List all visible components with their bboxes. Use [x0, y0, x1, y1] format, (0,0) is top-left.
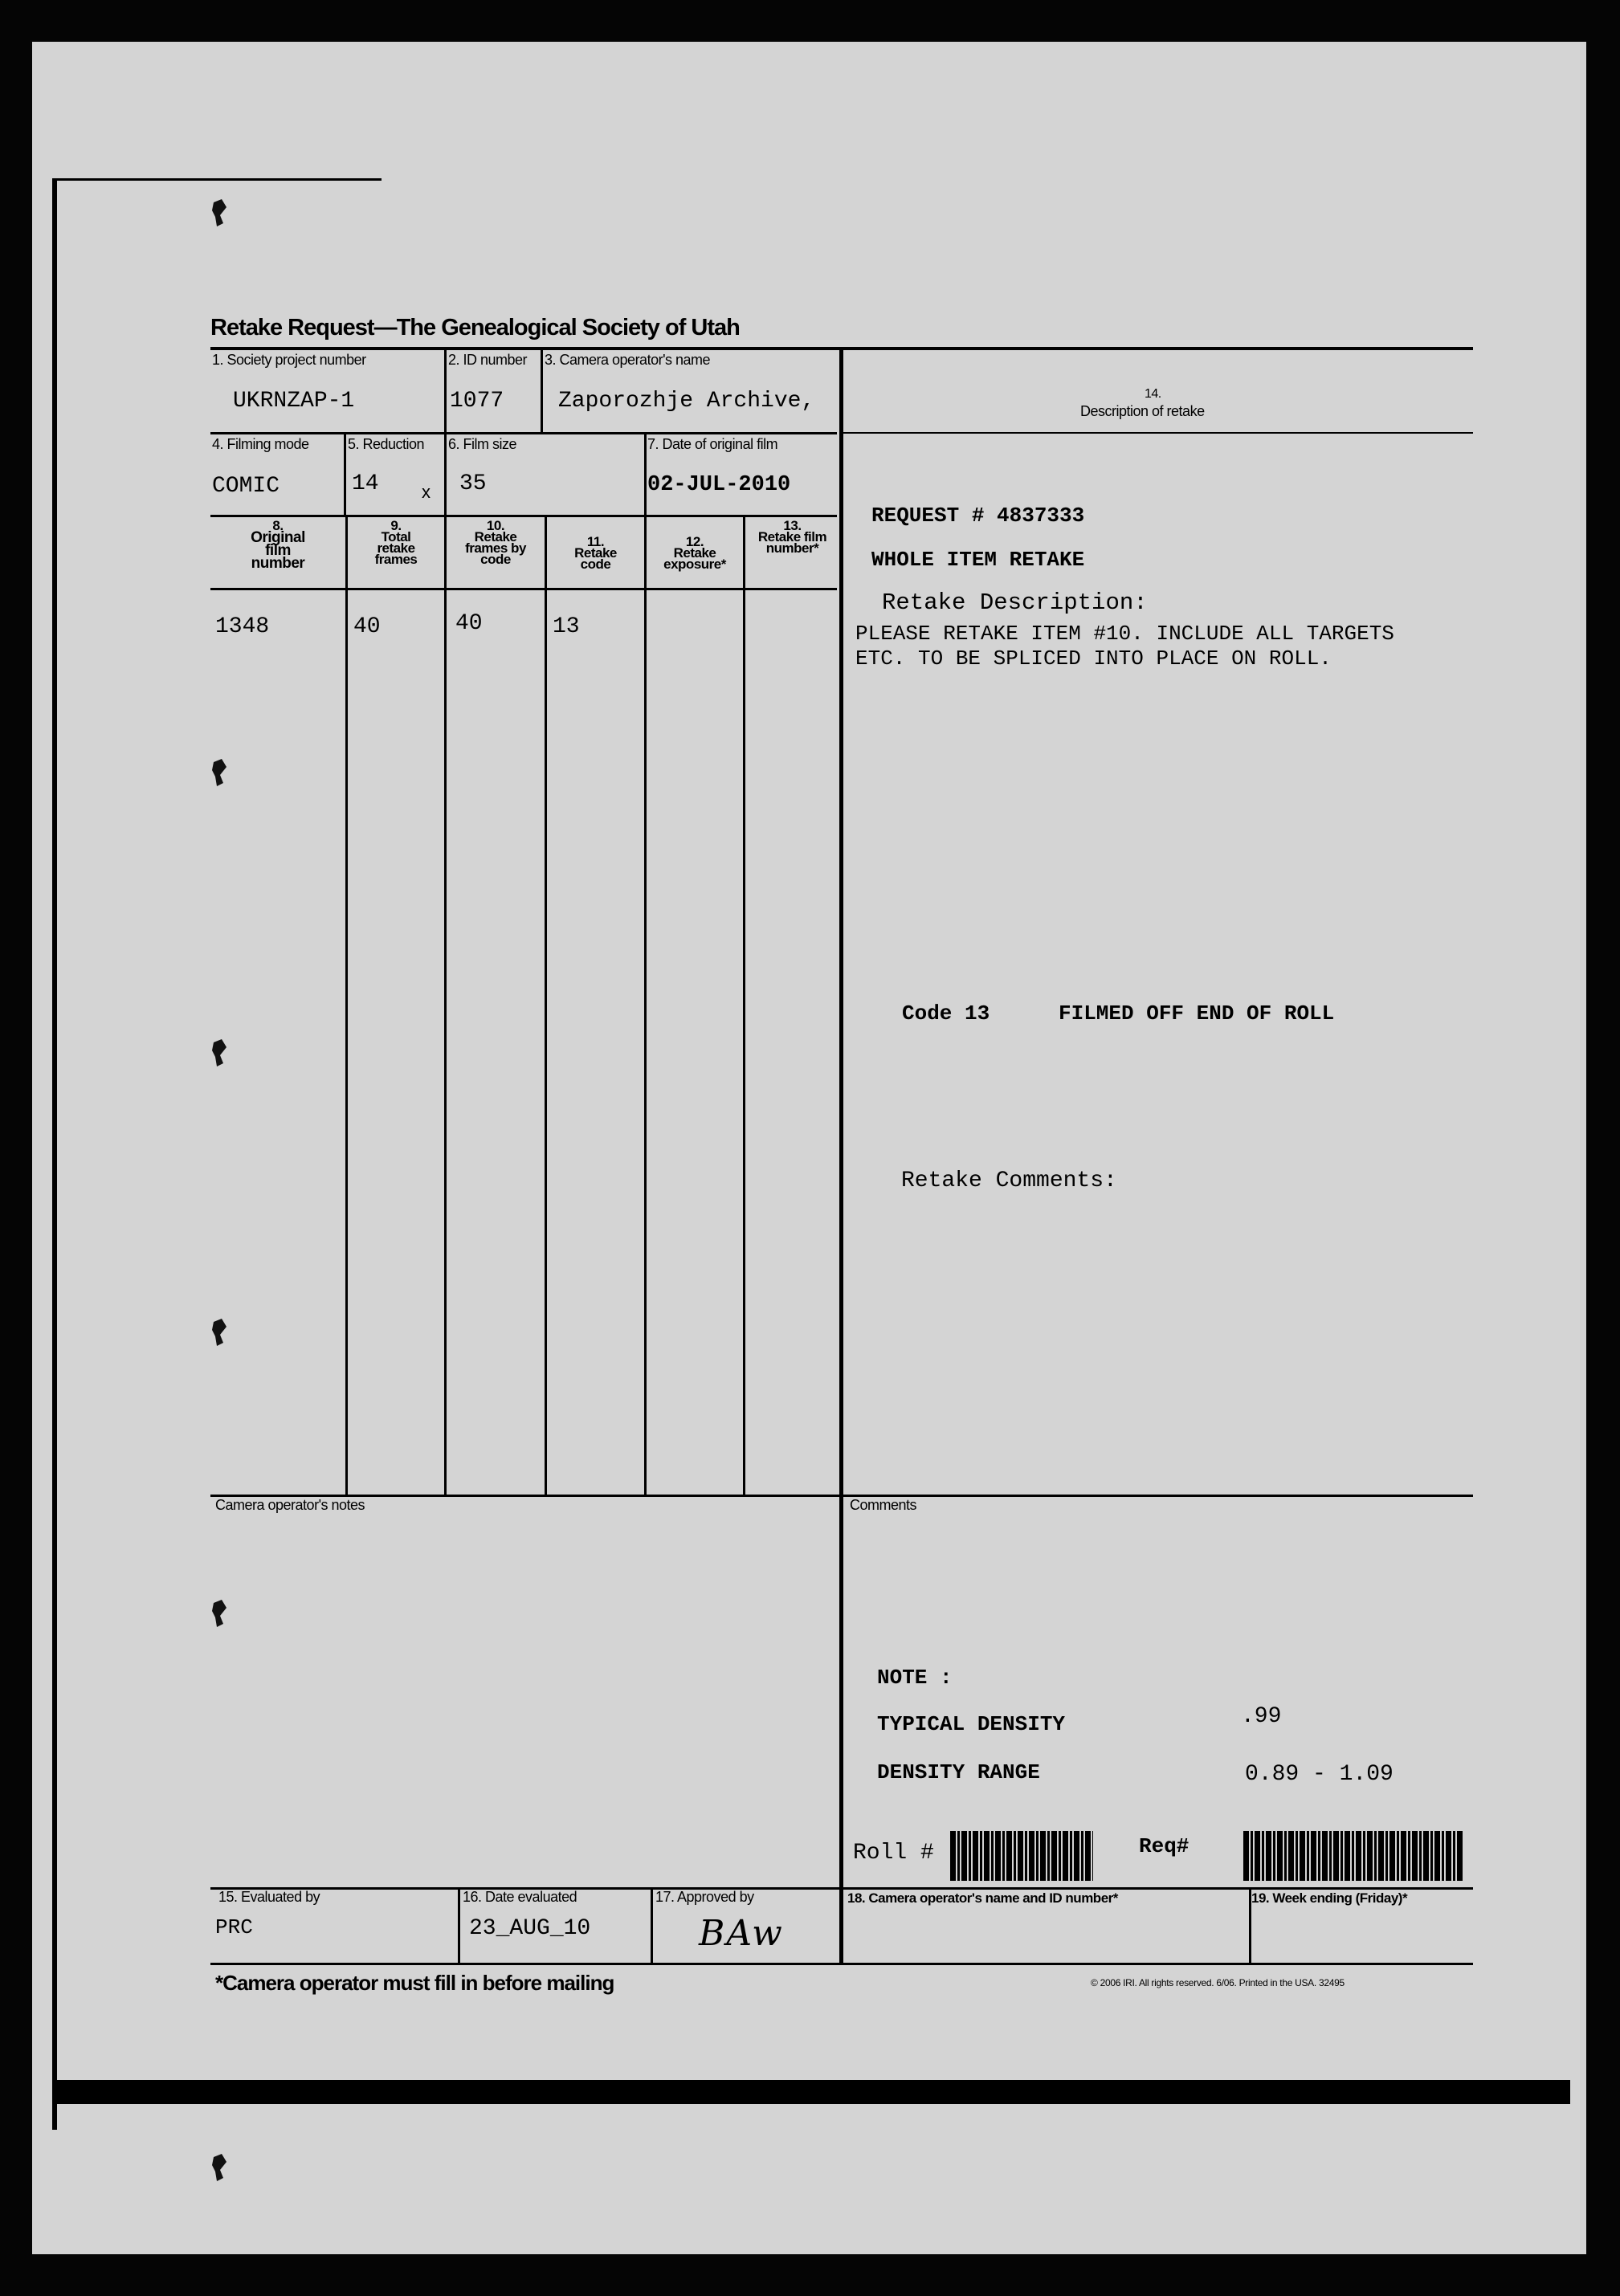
col-9-header — [348, 520, 444, 565]
col-divider-2 — [444, 517, 447, 1495]
row2-divider-b — [444, 434, 447, 517]
field-15-value[interactable]: PRC — [215, 1915, 253, 1939]
col-8-header — [210, 520, 345, 570]
col-10-header — [447, 520, 545, 565]
retake-type-line: WHOLE ITEM RETAKE — [871, 548, 1085, 572]
col-10-value[interactable]: 40 — [455, 611, 483, 636]
req-label: Req# — [1139, 1834, 1189, 1858]
field-7-value[interactable]: 02-JUL-2010 — [647, 473, 791, 497]
field-2-label: 2. ID number — [448, 352, 528, 368]
col-9-label: Total retake frames — [374, 529, 418, 567]
field-16-value[interactable]: 23_AUG_10 — [469, 1916, 591, 1941]
col-13-label: Retake film number* — [757, 529, 827, 556]
field-14-label: Description of retake — [1080, 403, 1205, 419]
col-divider-1 — [345, 517, 348, 1495]
col-9-number: 9. — [390, 518, 402, 533]
field-6-label: 6. Film size — [448, 436, 517, 452]
field-5-multiplier: x — [422, 482, 431, 502]
roll-label: Roll # — [853, 1841, 934, 1866]
frame-bottom-bar — [52, 2080, 1570, 2104]
col-9-value[interactable]: 40 — [353, 614, 381, 639]
typical-density-label: TYPICAL DENSITY — [877, 1712, 1066, 1736]
form-page — [32, 42, 1586, 2254]
main-divider — [839, 350, 843, 1964]
col-12-header — [647, 536, 743, 570]
field-7-label: 7. Date of original film — [647, 436, 778, 452]
row2-divider-c — [644, 434, 647, 517]
col-10-number: 10. — [486, 518, 505, 533]
field-18-label: 18. Camera operator's name and ID number* — [847, 1890, 1118, 1906]
binder-hole-icon — [210, 199, 228, 228]
binder-hole-icon — [210, 1039, 228, 1068]
field-16-label: 16. Date evaluated — [463, 1889, 577, 1905]
row1-divider-b — [541, 350, 543, 434]
field-2-value[interactable]: 1077 — [450, 389, 504, 414]
col-11-number: 11. — [586, 534, 605, 549]
col-8-number: 8. — [272, 518, 284, 533]
bottom-divider-a — [458, 1887, 460, 1964]
field-17-label: 17. Approved by — [655, 1889, 754, 1905]
binder-hole-icon — [210, 1600, 228, 1629]
copyright: © 2006 IRI. All rights reserved. 6/06. Printed in the USA. 32495 — [1091, 1977, 1345, 1988]
field-15-label: 15. Evaluated by — [218, 1889, 320, 1905]
retake-description-line-2: ETC. TO BE SPLICED INTO PLACE ON ROLL. — [855, 646, 1332, 671]
retake-description-line-1: PLEASE RETAKE ITEM #10. INCLUDE ALL TARGETS — [855, 622, 1394, 646]
field-5-label: 5. Reduction — [348, 436, 425, 452]
footer-note: *Camera operator must fill in before mailing — [215, 1971, 614, 1995]
note-label: NOTE : — [877, 1666, 953, 1690]
col-12-label: Retake exposure* — [663, 545, 726, 572]
col-13-number: 13. — [783, 518, 802, 533]
field-6-value[interactable]: 35 — [459, 471, 487, 496]
col-11-value[interactable]: 13 — [553, 614, 580, 639]
row1-rule — [210, 432, 837, 434]
request-line: REQUEST # 4837333 — [871, 504, 1085, 528]
field-4-label: 4. Filming mode — [212, 436, 309, 452]
bottom-divider-b — [651, 1887, 653, 1964]
binder-hole-icon — [210, 2154, 228, 2183]
comments-label: Comments — [850, 1497, 917, 1513]
frame-left-line — [52, 178, 57, 2130]
field-17-signature[interactable]: BAw — [699, 1913, 784, 1954]
col-11-label: Retake code — [574, 545, 617, 572]
field-3-label: 3. Camera operator's name — [545, 352, 711, 368]
field-3-value[interactable]: Zaporozhje Archive, — [558, 389, 815, 414]
retake-code-label: Code 13 — [902, 1001, 990, 1026]
field-14-number: 14. — [1145, 387, 1161, 401]
row2-divider-a — [344, 434, 346, 517]
desc-header-rule — [843, 432, 1473, 434]
field-1-value[interactable]: UKRNZAP-1 — [233, 389, 355, 414]
density-range-value: 0.89 - 1.09 — [1245, 1762, 1394, 1787]
typical-density-value: .99 — [1241, 1704, 1282, 1729]
col-13-header — [745, 520, 839, 554]
retake-comments-label: Retake Comments: — [901, 1168, 1117, 1193]
retake-description-label: Retake Description: — [882, 589, 1148, 616]
col-divider-4 — [644, 517, 647, 1495]
row1-divider-a — [444, 350, 447, 434]
col-divider-5 — [743, 517, 745, 1495]
density-range-label: DENSITY RANGE — [877, 1760, 1040, 1784]
field-1-label: 1. Society project number — [212, 352, 366, 368]
form-title: Retake Request—The Genealogical Society of Utah — [210, 315, 740, 341]
col-divider-3 — [545, 517, 547, 1495]
field-19-label: 19. Week ending (Friday)* — [1251, 1890, 1408, 1906]
field-4-value[interactable]: COMIC — [212, 474, 280, 499]
col-11-header — [547, 536, 644, 570]
binder-hole-icon — [210, 759, 228, 788]
camera-notes-label: Camera operator's notes — [215, 1497, 365, 1513]
col-12-number: 12. — [685, 534, 704, 549]
col-10-label: Retake frames by code — [465, 529, 526, 567]
barcode-icon — [1243, 1831, 1463, 1881]
col-8-label: Original film number — [251, 529, 305, 572]
barcode-icon — [950, 1831, 1093, 1881]
frame-top-line — [52, 178, 382, 181]
retake-code-text: FILMED OFF END OF ROLL — [1059, 1001, 1335, 1026]
col-8-value[interactable]: 1348 — [215, 614, 270, 639]
binder-hole-icon — [210, 1319, 228, 1348]
field-5-value[interactable]: 14 — [352, 471, 379, 496]
